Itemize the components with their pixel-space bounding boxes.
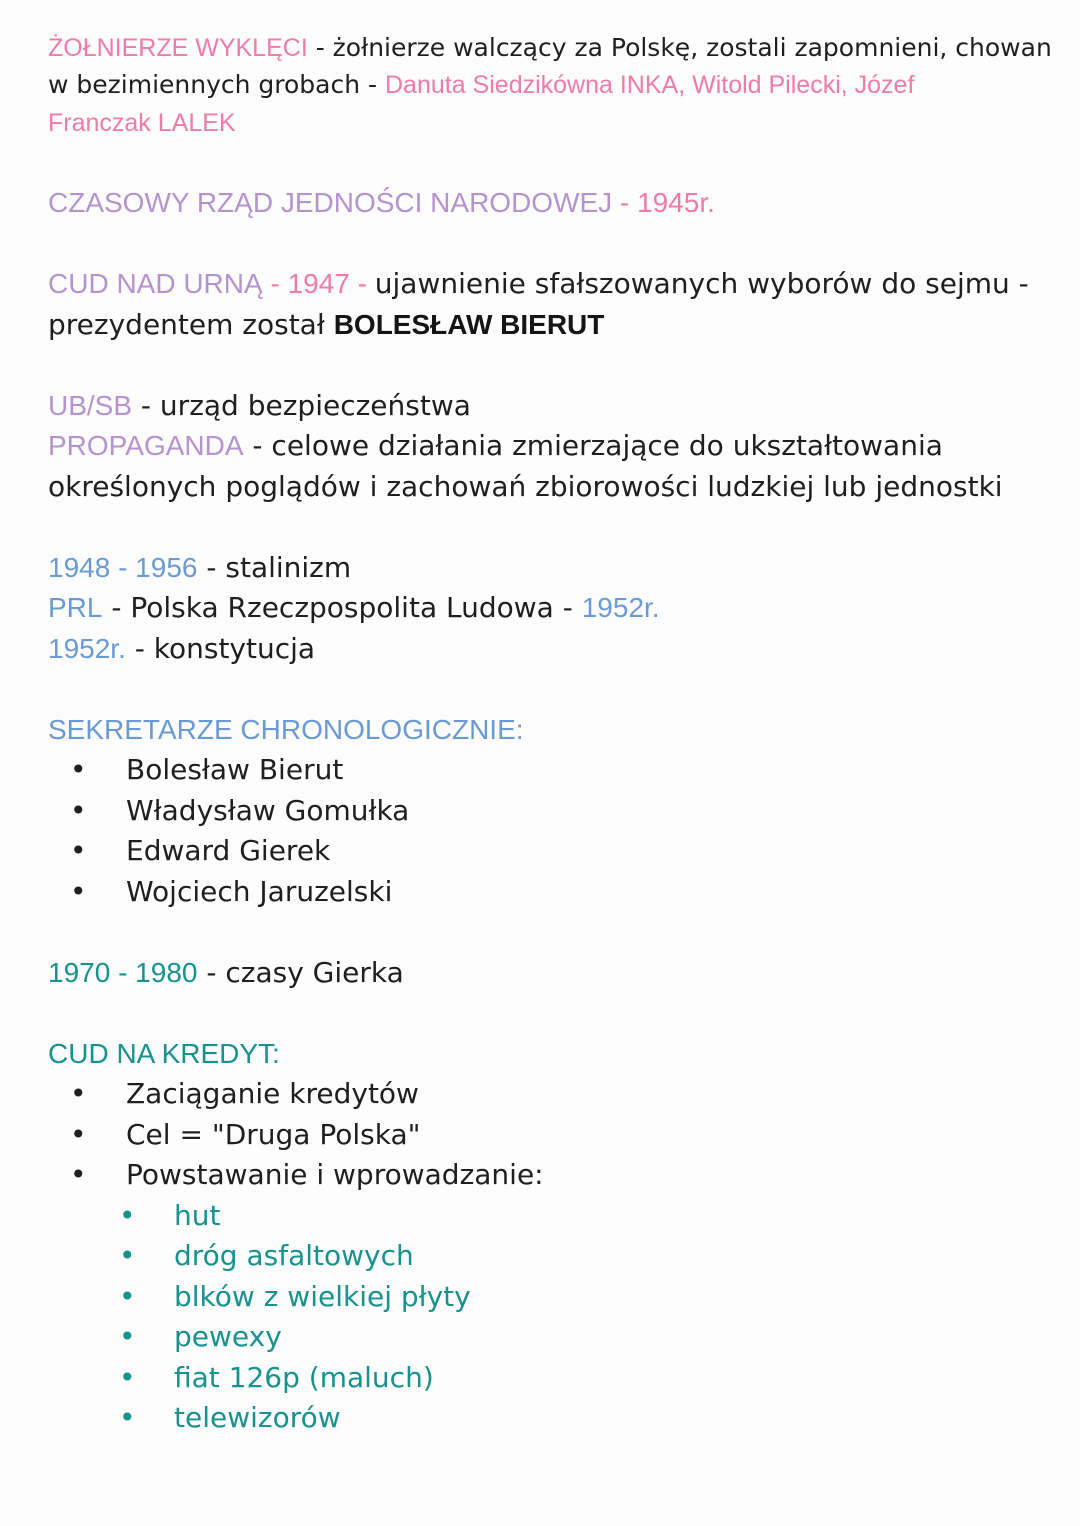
cud-nad-urna-desc-1: ujawnienie sfałszowanych wyborów do sejmu -	[374, 267, 1029, 300]
prl-line	[48, 588, 660, 628]
rzad-year: 1945r.	[637, 187, 715, 218]
kredyt-item: Zaciąganie kredytów	[126, 1077, 419, 1110]
konstytucja-desc: - konstytucja	[125, 632, 316, 665]
kredyt-subitem: fiat 126p (maluch)	[174, 1361, 434, 1394]
zolnierze-desc-1: - żołnierze walczący za Polskę, zostali zapomnieni, chowan	[307, 33, 1052, 62]
propaganda-line-2	[48, 467, 1003, 507]
zolnierze-line-3	[48, 103, 236, 143]
prl-desc: - Polska Rzeczpospolita Ludowa -	[102, 591, 582, 624]
bullet-icon: •	[119, 1320, 136, 1353]
cud-nad-urna-sep2: -	[349, 268, 375, 299]
bullet-icon: •	[119, 1401, 136, 1434]
bullet-icon: •	[70, 753, 87, 786]
rzad-term: CZASOWY RZĄD JEDNOŚCI NARODOWEJ	[48, 187, 613, 218]
zolnierze-term: ŻOŁNIERZE WYKLĘCI	[48, 34, 308, 62]
kredyt-heading: CUD NA KREDYT:	[48, 1038, 280, 1069]
zolnierze-desc-2: w bezimiennych grobach -	[48, 70, 385, 99]
kredyt-item: Powstawanie i wprowadzanie:	[126, 1158, 544, 1191]
bullet-icon: •	[119, 1361, 136, 1394]
stalinizm-desc: - stalinizm	[197, 551, 352, 584]
sekretarze-heading: SEKRETARZE CHRONOLOGICZNIE:	[48, 714, 524, 745]
propaganda-desc-2: określonych poglądów i zachowań zbiorowości ludzkiej lub jednostki	[48, 470, 1003, 503]
bullet-icon: •	[70, 1077, 87, 1110]
bullet-icon: •	[119, 1239, 136, 1272]
ubsb-line	[48, 386, 471, 426]
sekretarz-item: Wojciech Jaruzelski	[126, 875, 393, 908]
bullet-icon: •	[70, 834, 87, 867]
cud-nad-urna-term: CUD NAD URNĄ	[48, 268, 263, 299]
sekretarz-item: Władysław Gomułka	[126, 794, 410, 827]
cud-nad-urna-sep1: -	[262, 268, 288, 299]
stalinizm-years: 1948 - 1956	[48, 552, 198, 583]
gierek-years: 1970 - 1980	[48, 957, 198, 988]
propaganda-desc-1: - celowe działania zmierzające do ukształtowania	[243, 429, 943, 462]
rzad-line	[48, 183, 715, 223]
ubsb-term: UB/SB	[48, 390, 133, 421]
bullet-icon: •	[119, 1280, 136, 1313]
propaganda-term: PROPAGANDA	[48, 430, 244, 461]
zolnierze-line-1	[48, 28, 1052, 68]
cud-nad-urna-desc-2: prezydentem został	[48, 308, 334, 341]
kredyt-subitem: telewizorów	[174, 1401, 341, 1434]
cud-nad-urna-line-1	[48, 264, 1029, 304]
bullet-icon: •	[119, 1199, 136, 1232]
bullet-icon: •	[70, 1118, 87, 1151]
konstytucja-line	[48, 629, 315, 669]
konstytucja-year: 1952r.	[48, 633, 126, 664]
zolnierze-names-1: Danuta Siedzikówna INKA, Witold Pilecki, Józef	[385, 71, 915, 99]
cud-nad-urna-line-2	[48, 305, 604, 345]
kredyt-subitem: dróg asfaltowych	[174, 1239, 414, 1272]
sekretarz-item: Edward Gierek	[126, 834, 331, 867]
kredyt-item: Cel = "Druga Polska"	[126, 1118, 421, 1151]
bullet-icon: •	[70, 794, 87, 827]
kredyt-subitem: pewexy	[174, 1320, 282, 1353]
cud-nad-urna-name: BOLESŁAW BIERUT	[333, 309, 605, 340]
ubsb-desc: - urząd bezpieczeństwa	[132, 389, 471, 422]
prl-term: PRL	[48, 592, 103, 623]
zolnierze-line-2	[48, 65, 914, 105]
bullet-icon: •	[70, 875, 87, 908]
kredyt-subitem: blków z wielkiej płyty	[174, 1280, 471, 1313]
zolnierze-names-2: Franczak LALEK	[48, 109, 236, 137]
prl-year: 1952r.	[581, 592, 660, 623]
gierek-line	[48, 953, 404, 993]
sekretarz-item: Bolesław Bierut	[126, 753, 344, 786]
kredyt-subitem: hut	[174, 1199, 221, 1232]
propaganda-line-1	[48, 426, 943, 466]
bullet-icon: •	[70, 1158, 87, 1191]
gierek-desc: - czasy Gierka	[197, 956, 404, 989]
cud-nad-urna-year: 1947	[287, 268, 350, 299]
stalinizm-line	[48, 548, 351, 588]
rzad-sep: -	[612, 187, 638, 218]
